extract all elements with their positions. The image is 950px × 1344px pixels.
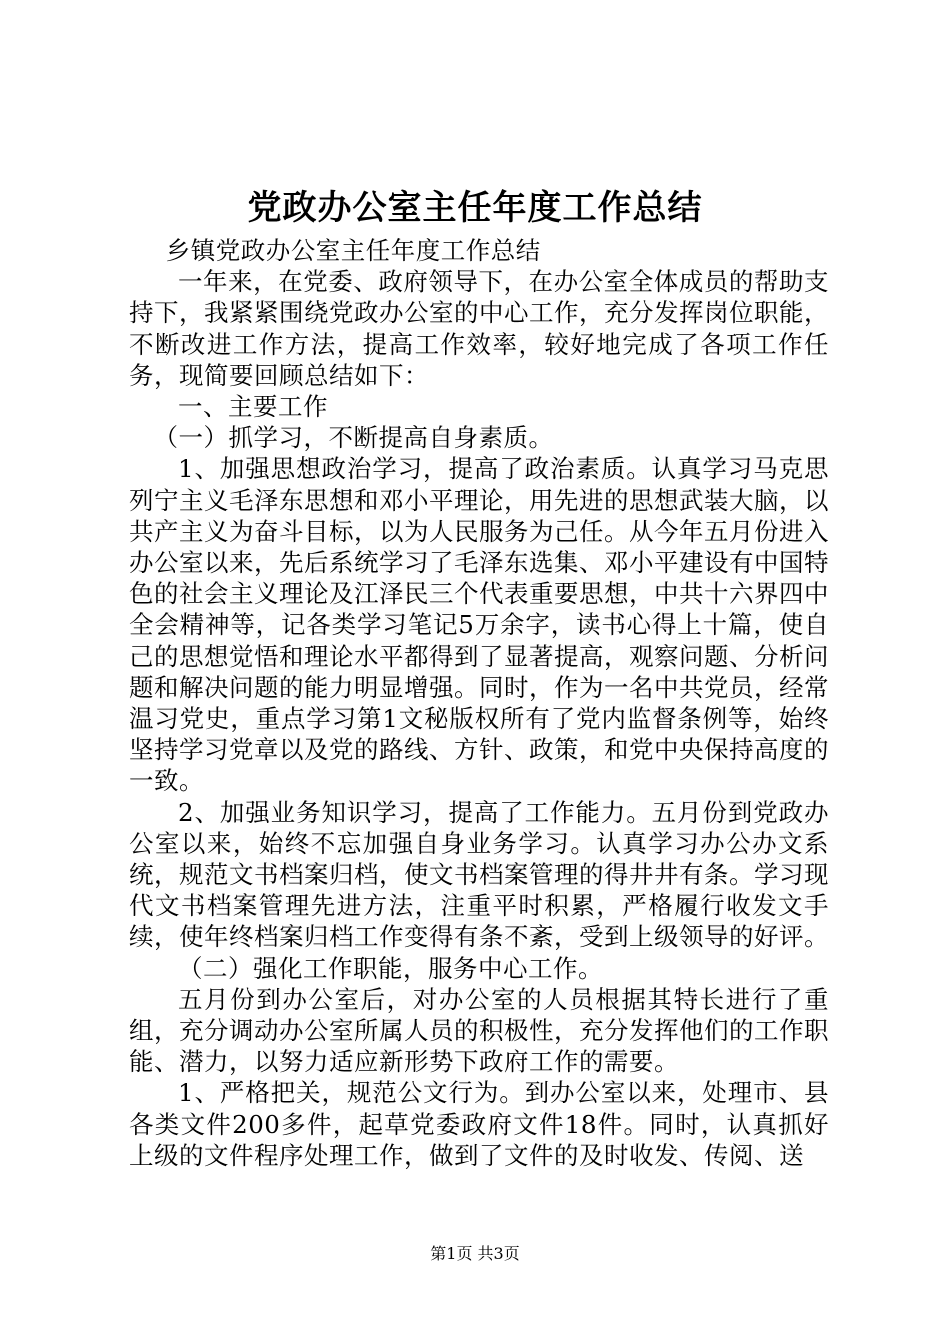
- intro-paragraph: 一年来，在党委、政府领导下，在办公室全体成员的帮助支持下，我紧紧围绕党政办公室的中心工作，充分发挥岗位职能，不断改进工作方法，提高工作效率，较好地完成了各项工作任务，现简要回顾总结如下：: [129, 267, 829, 390]
- paragraph-document-handling: 1、严格把关，规范公文行为。到办公室以来，处理市、县各类文件200多件，起草党委政府文件18件。同时，认真抓好上级的文件程序处理工作，做到了文件的及时收发、传阅、送: [129, 1078, 829, 1170]
- subtitle-paragraph: 乡镇党政办公室主任年度工作总结: [165, 236, 541, 265]
- paragraph-business-study: 2、加强业务知识学习，提高了工作能力。五月份到党政办公室以来，始终不忘加强自身业务学习。认真学习办公办文系统，规范文书档案归档，使文书档案管理的得井井有条。学习现代文书档案管理先进方法，注重平时积累，严格履行收发文手续，使年终档案归档工作变得有条不紊，受到上级领导的好评。: [129, 797, 829, 952]
- document-body: [129, 235, 829, 1171]
- section-heading-main-work: 一、主要工作: [178, 392, 328, 422]
- subsection-heading-study: （一）抓学习，不断提高自身素质。: [153, 423, 554, 453]
- page-footer: 第1页 共3页: [430, 1244, 520, 1263]
- paragraph-political-study: 1、加强思想政治学习，提高了政治素质。认真学习马克思列宁主义毛泽东思想和邓小平理论，用先进的思想武装大脑，以共产主义为奋斗目标，以为人民服务为己任。从今年五月份进入办公室以来，先后系统学习了毛泽东选集、邓小平建设有中国特色的社会主义理论及江泽民三个代表重要思想，中共十六界四中全会精神等，记各类学习笔记5万余字，读书心得上十篇，使自己的思想觉悟和理论水平都得到了显著提高，观察问题、分析问题和解决问题的能力明显增强。同时，作为一名中共党员，经常温习党史，重点学习第1文秘版权所有了党内监督条例等，始终坚持学习党章以及党的路线、方针、政策，和党中央保持高度的一致。: [129, 454, 829, 796]
- subsection-heading-function: （二）强化工作职能，服务中心工作。: [178, 953, 603, 983]
- document-title: 党政办公室主任年度工作总结: [247, 188, 703, 228]
- paragraph-office-reorganization: 五月份到办公室后，对办公室的人员根据其特长进行了重组，充分调动办公室所属人员的积极性，充分发挥他们的工作职能、潜力，以努力适应新形势下政府工作的需要。: [129, 984, 829, 1077]
